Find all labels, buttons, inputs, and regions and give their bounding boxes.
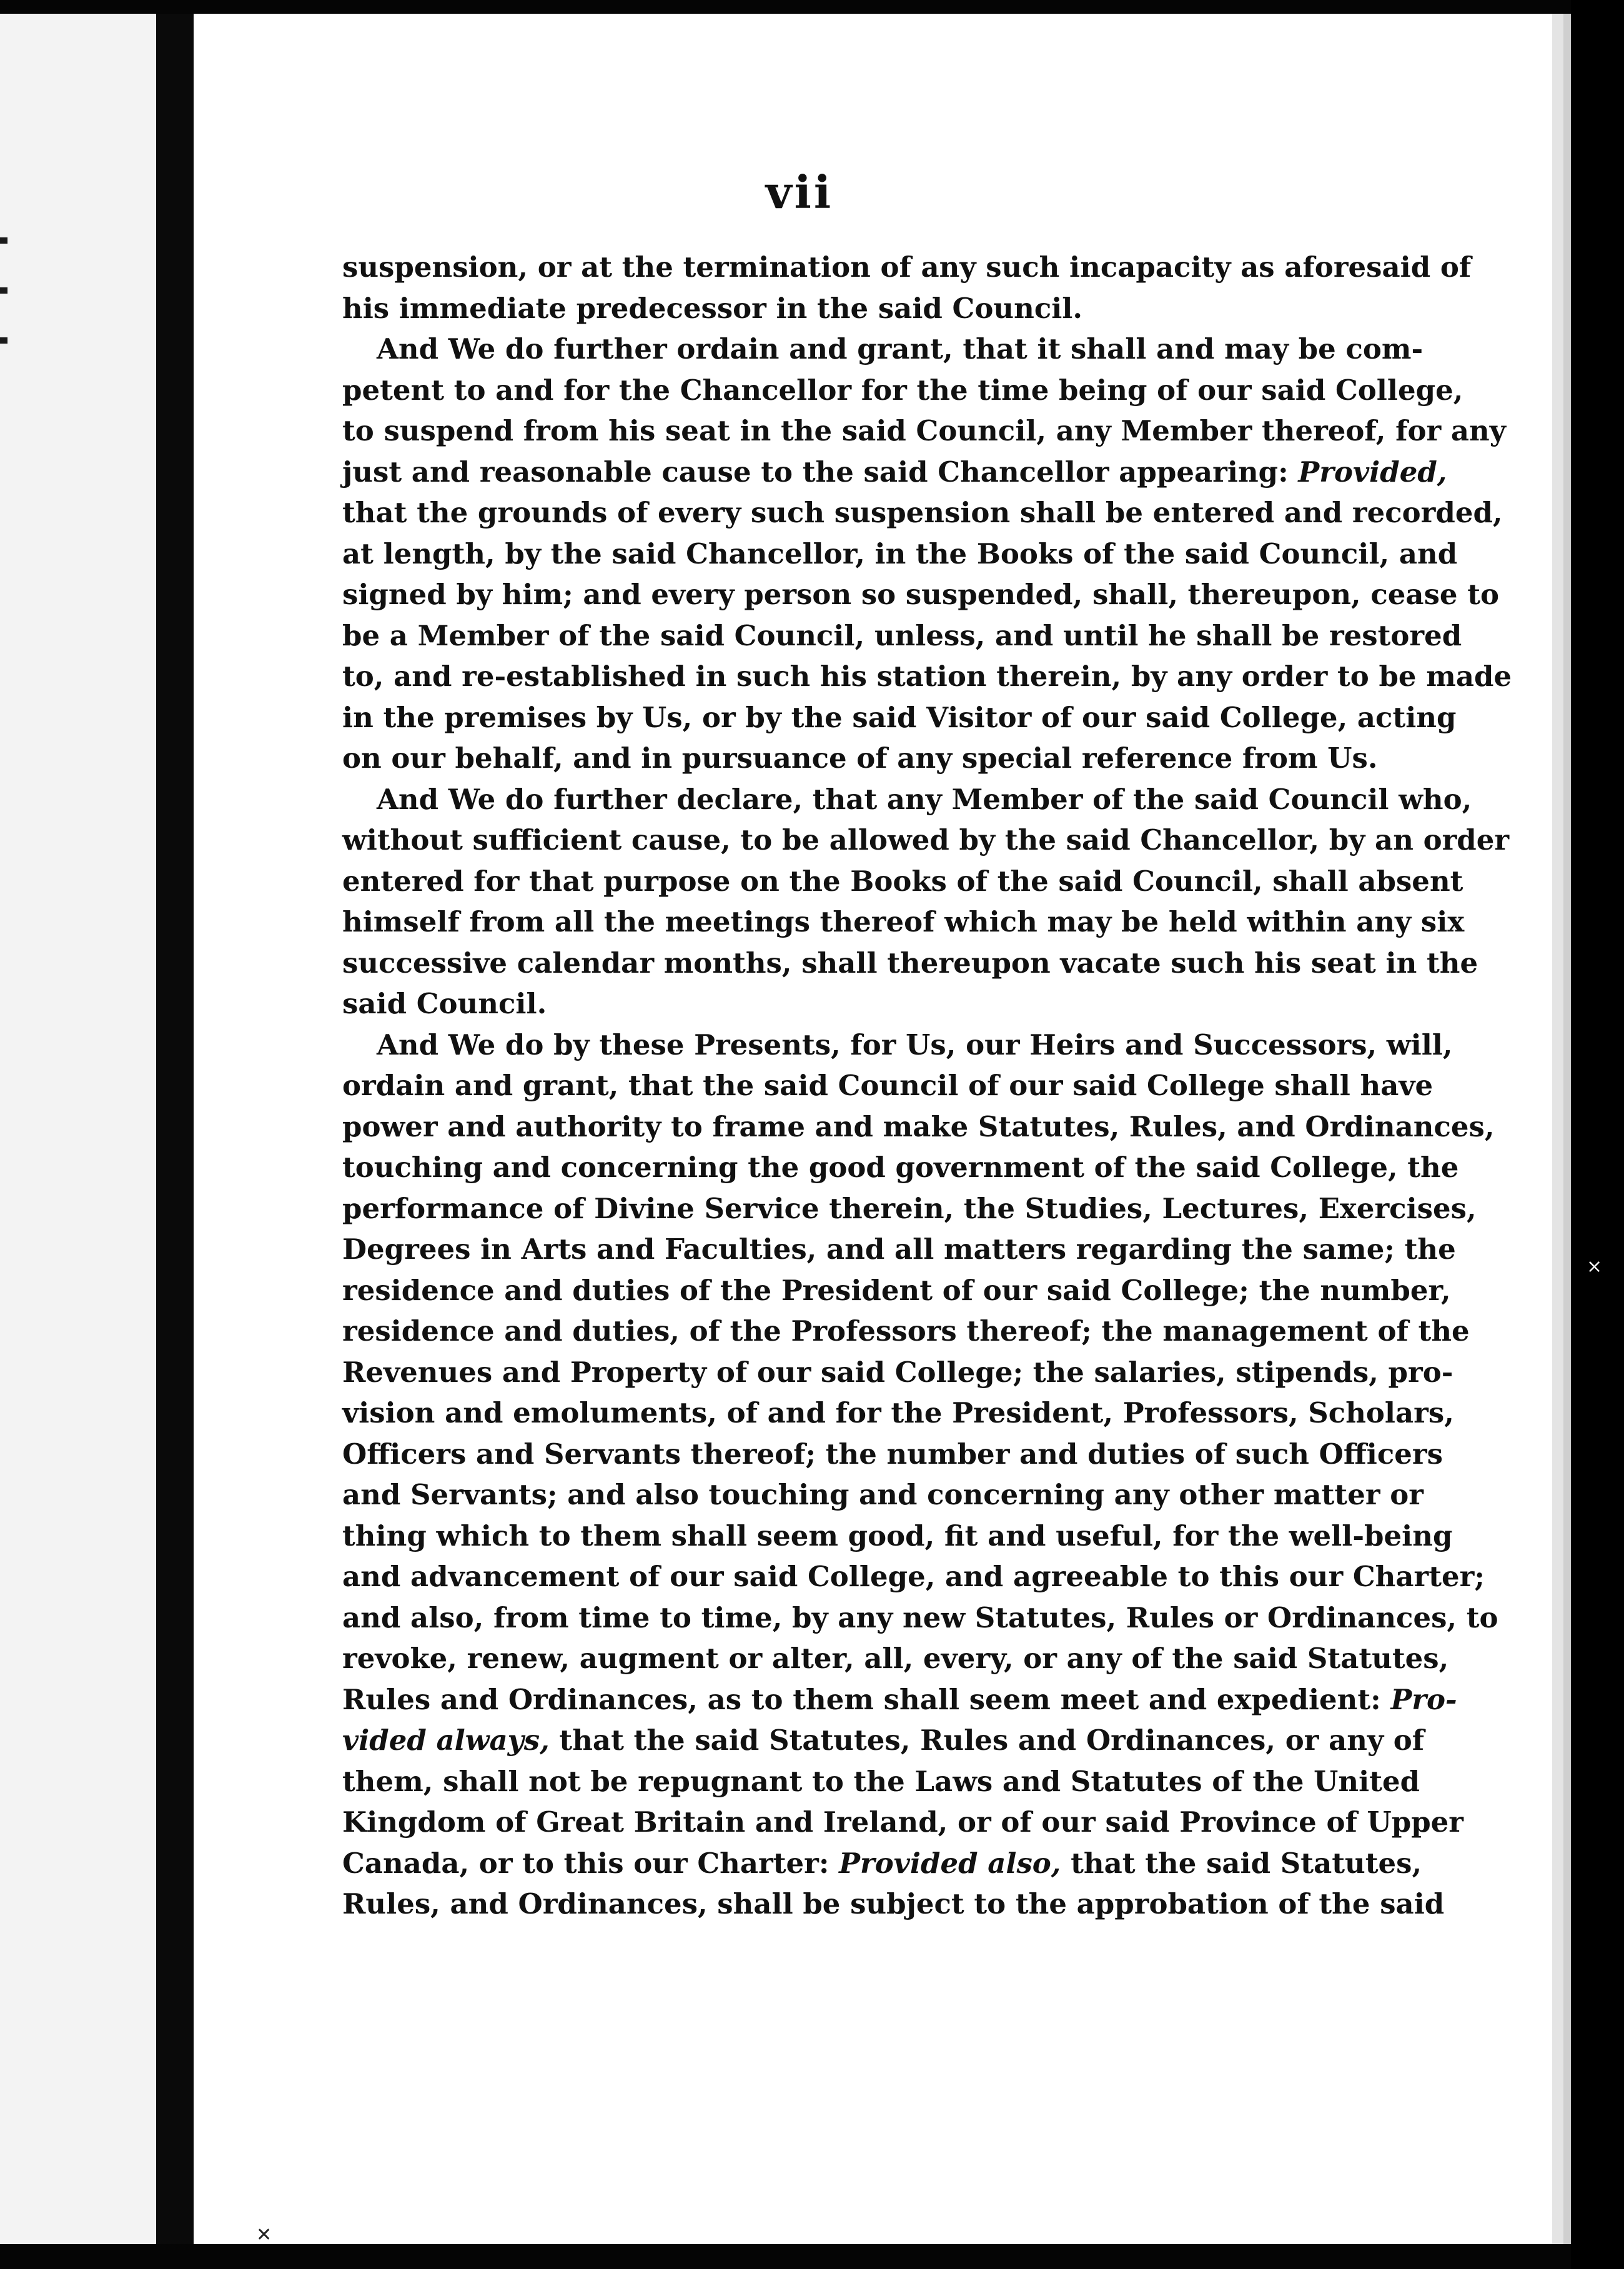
text-line: touching and concerning the good government of the said College, the: [342, 1151, 1459, 1184]
text-segment: that the said Statutes,: [1061, 1846, 1422, 1880]
text-line: signed by him; and every person so suspended, shall, thereupon, cease to: [342, 578, 1500, 611]
text-segment: Pro-: [1390, 1682, 1457, 1716]
text-line: [342, 1843, 1422, 1884]
text-line: to, and re-established in such his station therein, by any order to be made: [342, 660, 1512, 693]
text-line: thing which to them shall seem good, fit and useful, for the well-being: [342, 1519, 1453, 1552]
facing-page-type-fragments: [0, 237, 9, 387]
text-line: entered for that purpose on the Books of the said Council, shall absent: [342, 864, 1463, 898]
text-line: [342, 1720, 1425, 1761]
text-line: and Servants; and also touching and concerning any other matter or: [342, 1478, 1423, 1511]
text-line: Kingdom of Great Britain and Ireland, or of our said Province of Upper: [342, 1805, 1464, 1839]
text-line: and advancement of our said College, and agreeable to this our Charter;: [342, 1560, 1485, 1593]
text-line: successive calendar months, shall thereupon vacate such his seat in the: [342, 946, 1478, 980]
text-line: ordain and grant, that the said Council of our said College shall have: [342, 1069, 1433, 1102]
text-line: vision and emoluments, of and for the President, Professors, Scholars,: [342, 1396, 1454, 1429]
page-stack-edge: [1552, 14, 1563, 2269]
text-line: himself from all the meetings thereof which may be held within any six: [342, 905, 1465, 938]
scan-right-border: [1571, 0, 1624, 2269]
text-line: that the grounds of every such suspension shall be entered and recorded,: [342, 496, 1503, 529]
text-line: Degrees in Arts and Faculties, and all matters regarding the same; the: [342, 1233, 1456, 1266]
text-line: to suspend from his seat in the said Council, any Member thereof, for any: [342, 414, 1506, 447]
text-line: petent to and for the Chancellor for the time being of our said College,: [342, 373, 1463, 407]
text-segment: Provided,: [1298, 455, 1447, 489]
text-segment: Rules and Ordinances, as to them shall seem meet and expedient:: [342, 1682, 1391, 1716]
text-line: [342, 1679, 1457, 1720]
text-line: residence and duties, of the Professors thereof; the management of the: [342, 1314, 1470, 1348]
text-line: said Council.: [342, 987, 547, 1020]
text-line: be a Member of the said Council, unless, and until he shall be restored: [342, 618, 1462, 652]
text-segment: Provided also,: [839, 1846, 1061, 1880]
text-line: performance of Divine Service therein, the Studies, Lectures, Exercises,: [342, 1191, 1477, 1225]
text-line: Rules, and Ordinances, shall be subject to the approbation of the said: [342, 1887, 1445, 1920]
text-line: and also, from time to time, by any new Statutes, Rules or Ordinances, to: [342, 1601, 1498, 1634]
text-line: And We do further ordain and grant, that it shall and may be com-: [377, 332, 1423, 365]
text-line: Revenues and Property of our said College; the salaries, stipends, pro-: [342, 1355, 1453, 1389]
page-stack-shadow: [1563, 14, 1571, 2269]
text-line: them, shall not be repugnant to the Laws and Statutes of the United: [342, 1764, 1420, 1798]
text-line: suspension, or at the termination of any such incapacity as aforesaid of: [342, 251, 1472, 284]
text-line: in the premises by Us, or by the said Visitor of our said College, acting: [342, 700, 1457, 734]
text-line: And We do by these Presents, for Us, our Heirs and Successors, will,: [377, 1028, 1453, 1061]
text-segment: Canada, or to this our Charter:: [342, 1846, 839, 1880]
text-line: revoke, renew, augment or alter, all, every, or any of the said Statutes,: [342, 1642, 1449, 1675]
body-text: [342, 247, 1512, 1925]
text-line: And We do further declare, that any Member of the said Council who,: [377, 782, 1472, 816]
scan-top-border: [0, 0, 1624, 14]
text-line: Officers and Servants thereof; the number and duties of such Officers: [342, 1437, 1443, 1471]
text-segment: vided always,: [342, 1724, 550, 1757]
book-gutter: [156, 14, 194, 2269]
text-line: on our behalf, and in pursuance of any special reference from Us.: [342, 742, 1378, 775]
text-segment: just and reasonable cause to the said Chancellor appearing:: [342, 455, 1299, 489]
text-line: at length, by the said Chancellor, in the Books of the said Council, and: [342, 537, 1458, 570]
scan-bottom-border: [0, 2244, 1571, 2269]
text-line: his immediate predecessor in the said Council.: [342, 291, 1083, 325]
text-line: residence and duties of the President of our said College; the number,: [342, 1273, 1451, 1307]
text-line: [342, 452, 1447, 493]
text-line: without sufficient cause, to be allowed by the said Chancellor, by an order: [342, 823, 1510, 856]
text-line: power and authority to frame and make Statutes, Rules, and Ordinances,: [342, 1110, 1495, 1143]
edge-speck: ×: [1587, 1256, 1603, 1278]
scan-speck: ✕: [256, 2224, 272, 2246]
page-number: vii: [765, 166, 834, 219]
text-segment: that the said Statutes, Rules and Ordinances, or any of: [549, 1724, 1425, 1757]
